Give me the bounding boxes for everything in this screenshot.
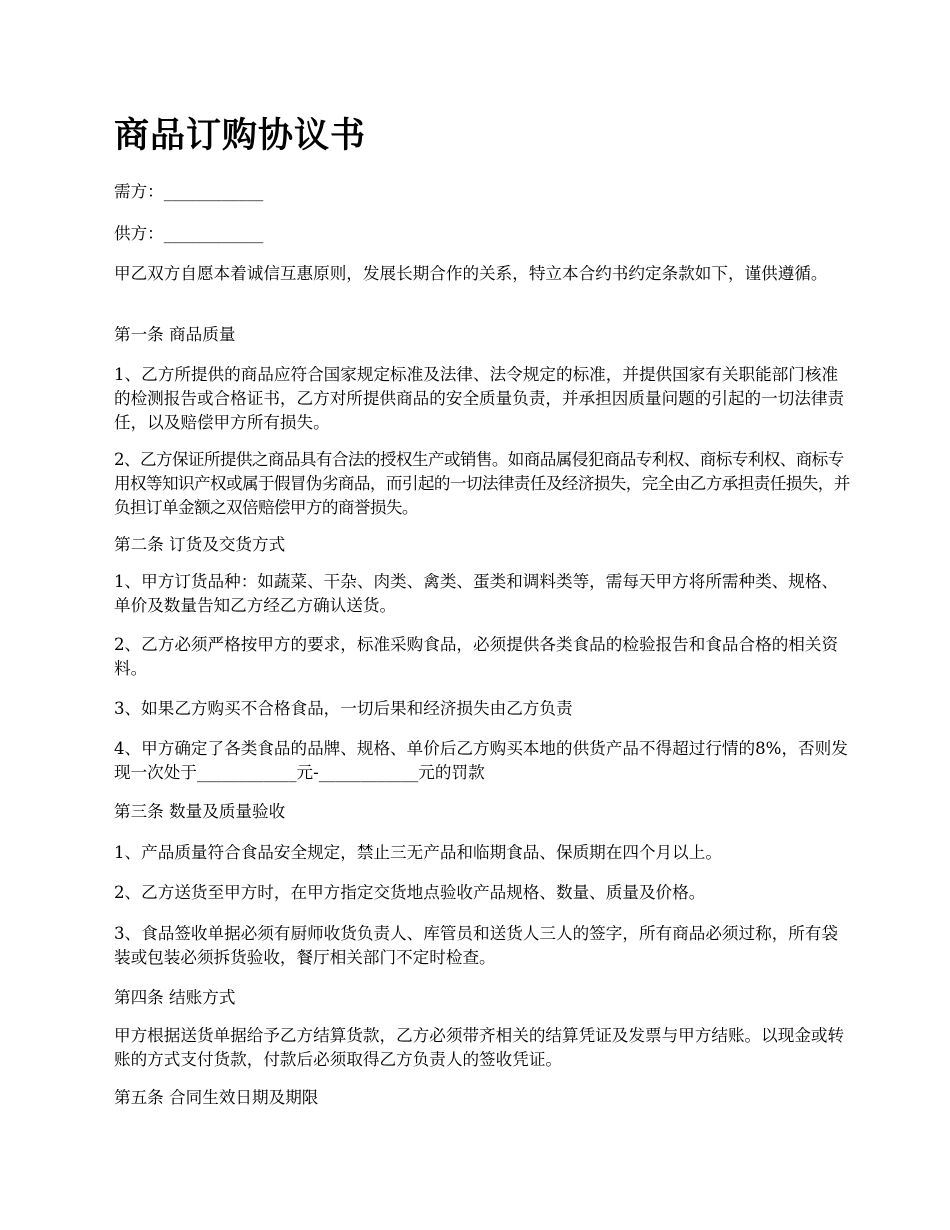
article-1-heading: 第一条 商品质量 [114,325,236,344]
article-3-clause-2: 2、乙方送货至甲方时，在甲方指定交货地点验收产品规格、数量、质量及价格。 [114,883,706,902]
buyer-line: 需方：____________ [114,182,264,201]
article-2-clause-4: 4、甲方确定了各类食品的品牌、规格、单价后乙方购买本地的供货产品不得超过行情的8%，否则发现一次处于____________元-____________元的罚款 [114,739,848,782]
article-4-heading: 第四条 结账方式 [114,988,236,1007]
document-title: 商品订购协议书 [114,116,367,156]
article-3-clause-3: 3、食品签收单据必须有厨师收货负责人、库管员和送货人三人的签字，所有商品必须过称，所有袋装或包装必须拆货验收，餐厅相关部门不定时检查。 [114,924,839,967]
article-2-clause-1: 1、甲方订货品种：如蔬菜、干杂、肉类、禽类、蛋类和调料类等，需每天甲方将所需种类、规格、单价及数量告知乙方经乙方确认送货。 [114,572,839,615]
supplier-line: 供方：____________ [114,224,264,243]
article-3-heading: 第三条 数量及质量验收 [114,802,286,821]
article-3-clause-1: 1、产品质量符合食品安全规定，禁止三无产品和临期食品、保质期在四个月以上。 [114,843,722,862]
preamble-paragraph: 甲乙双方自愿本着诚信互惠原则，发展长期合作的关系，特立本合约书约定条款如下，谨供遵循。 [114,264,828,283]
article-2-clause-2: 2、乙方必须严格按甲方的要求，标准采购食品，必须提供各类食品的检验报告和食品合格的相关资料。 [114,635,839,678]
article-1-clause-1: 1、乙方所提供的商品应符合国家规定标准及法律、法令规定的标准，并提供国家有关职能部门核准的检测报告或合格证书，乙方对所提供商品的安全质量负责，并承担因质量问题的引起的一切法律责任，以及赔偿甲方所有损失。 [114,365,845,432]
article-1-clause-2: 2、乙方保证所提供之商品具有合法的授权生产或销售。如商品属侵犯商品专利权、商标专利权、商标专用权等知识产权或属于假冒伪劣商品，而引起的一切法律责任及经济损失，完全由乙方承担责任损失，并负担订单金额之双倍赔偿甲方的商誉损失。 [114,450,850,517]
article-2-heading: 第二条 订货及交货方式 [114,535,286,554]
article-2-clause-3: 3、如果乙方购买不合格食品，一切后果和经济损失由乙方负责 [114,699,573,718]
article-4-body: 甲方根据送货单据给予乙方结算货款，乙方必须带齐相关的结算凭证及发票与甲方结账。以现金或转账的方式支付货款，付款后必须取得乙方负责人的签收凭证。 [114,1026,845,1069]
article-5-heading: 第五条 合同生效日期及期限 [114,1088,319,1107]
